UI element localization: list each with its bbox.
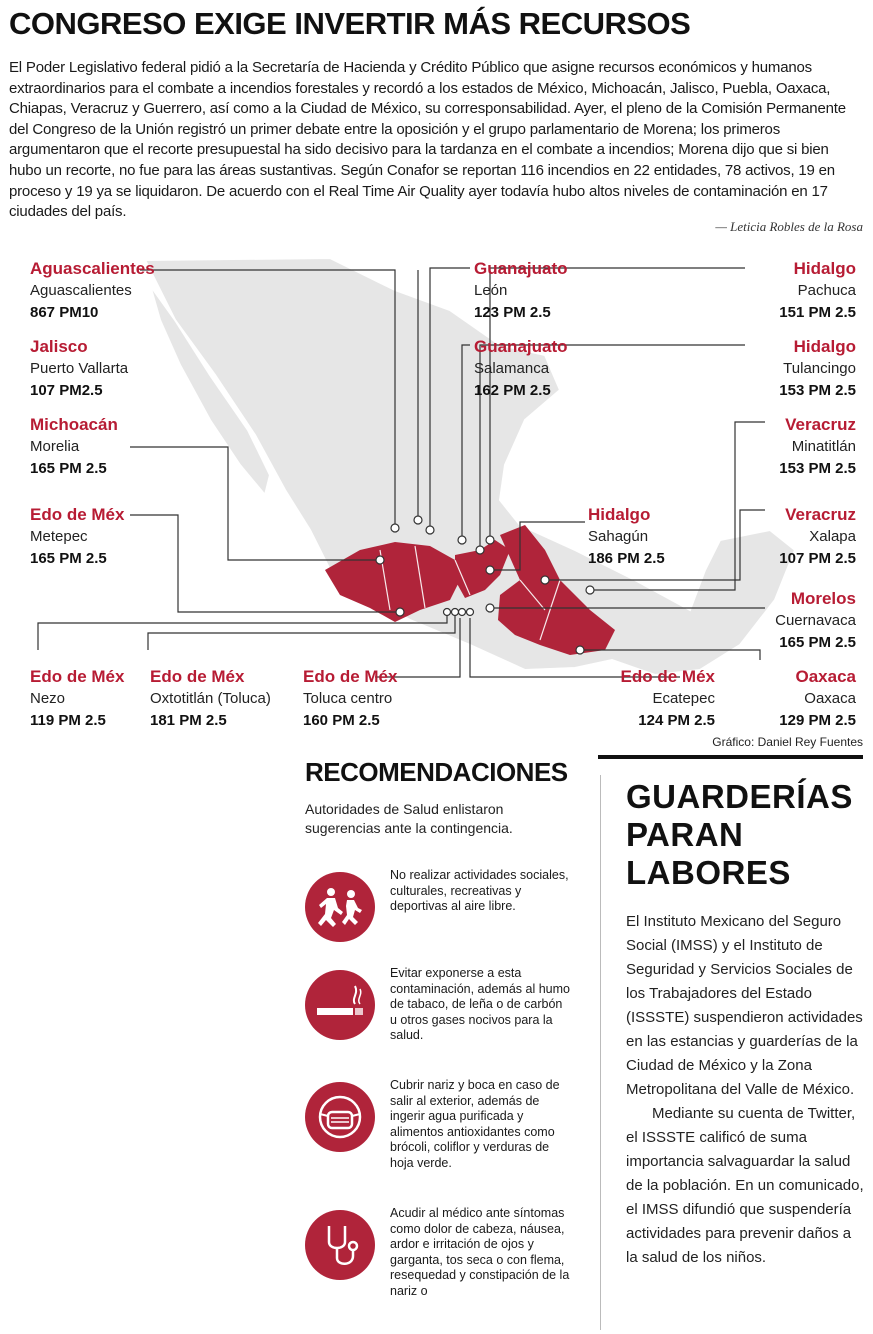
label-value: 160 PM 2.5 <box>303 712 380 729</box>
recommendation-text: Evitar exponerse a esta contaminación, además al humo de tabaco, de leña o de carbón u otros gases nocivos para la salud. <box>390 966 570 1042</box>
label-aguascalientes <box>30 258 155 324</box>
label-city: Metepec <box>30 528 88 545</box>
sidebar-paragraph: El Instituto Mexicano del Seguro Social (IMSS) y el Instituto de Seguridad y Servicios Sociales de los Trabajadores del Estado (ISSSTE) suspendieron actividades en las estancias y guarderías de la Ciudad de México y la Zona Metropolitana del Valle de México. <box>626 913 863 1098</box>
label-value: 107 PM 2.5 <box>779 550 856 567</box>
recommendation-item <box>305 1078 575 1202</box>
label-state: Morelos <box>790 589 856 608</box>
label-state: Oaxaca <box>795 667 856 686</box>
recommendation-item <box>305 966 575 1090</box>
recommendation-text: Acudir al médico ante síntomas como dolor de cabeza, náusea, ardor e irritación de ojos y garganta, tos seca o con flema, resequedad y constipación de la nariz o <box>390 1206 570 1298</box>
label-city: Morelia <box>30 438 80 455</box>
label-city: Aguascalientes <box>30 282 132 299</box>
label-ecatepec <box>621 666 715 732</box>
graphic-credit: Gráfico: Daniel Rey Fuentes <box>712 735 863 749</box>
label-state: Edo de Méx <box>150 667 245 686</box>
label-value: 165 PM 2.5 <box>779 634 856 651</box>
label-tulancingo <box>779 336 856 402</box>
label-state: Aguascalientes <box>30 259 155 278</box>
recommendation-text: Cubrir nariz y boca en caso de salir al exterior, además de ingerir agua purificada y alimentos antioxidantes como brócoli, coliflor y verduras de hoja verde. <box>390 1078 560 1170</box>
label-city: Tulancingo <box>783 360 856 377</box>
label-oaxaca <box>779 666 856 732</box>
column-rule <box>600 775 601 1330</box>
label-value: 153 PM 2.5 <box>779 382 856 399</box>
label-state: Edo de Méx <box>30 667 125 686</box>
pollution-map <box>0 250 873 750</box>
label-jalisco <box>30 336 128 402</box>
label-state: Edo de Méx <box>30 505 125 524</box>
label-value: 151 PM 2.5 <box>779 304 856 321</box>
section-divider <box>598 755 863 759</box>
sidebar-title: GUARDERÍAS PARAN LABORES <box>626 778 853 891</box>
label-state: Guanajuato <box>474 259 568 278</box>
label-value: 186 PM 2.5 <box>588 550 665 567</box>
label-state: Guanajuato <box>474 337 568 356</box>
label-value: 107 PM2.5 <box>30 382 103 399</box>
sidebar-body <box>626 910 866 1270</box>
label-state: Hidalgo <box>588 505 651 524</box>
label-state: Veracruz <box>785 415 856 434</box>
running-people-icon <box>305 872 375 942</box>
label-city: Puerto Vallarta <box>30 360 129 377</box>
label-state: Veracruz <box>785 505 856 524</box>
label-state: Hidalgo <box>793 337 856 356</box>
label-state: Jalisco <box>30 337 88 356</box>
recommendation-text: No realizar actividades sociales, culturales, recreativas y deportivas al aire libre. <box>390 868 569 913</box>
label-value: 123 PM 2.5 <box>474 304 551 321</box>
stethoscope-icon <box>305 1210 375 1280</box>
label-city: Xalapa <box>809 528 856 545</box>
face-mask-icon <box>305 1082 375 1152</box>
label-value: 129 PM 2.5 <box>779 712 856 729</box>
label-city: Salamanca <box>474 360 550 377</box>
label-city: Oaxaca <box>804 690 856 707</box>
label-pachuca <box>779 258 856 324</box>
label-city: Pachuca <box>797 282 856 299</box>
label-value: 162 PM 2.5 <box>474 382 551 399</box>
label-city: Minatitlán <box>791 438 856 455</box>
recommendation-item <box>305 1206 575 1330</box>
label-city: León <box>474 282 508 299</box>
label-city: Sahagún <box>588 528 649 545</box>
label-state: Edo de Méx <box>620 667 715 686</box>
label-minatitlan <box>779 414 856 480</box>
label-value: 119 PM 2.5 <box>30 712 106 729</box>
label-state: Michoacán <box>30 415 118 434</box>
label-state: Edo de Méx <box>303 667 398 686</box>
label-value: 867 PM10 <box>30 304 99 321</box>
label-toluca <box>303 666 397 732</box>
label-city: Cuernavaca <box>775 612 856 629</box>
label-metepec <box>30 504 124 570</box>
label-city: Nezo <box>30 690 66 707</box>
label-city: Toluca centro <box>303 690 393 707</box>
label-oxtotitlan <box>150 666 271 732</box>
mexico-map <box>0 250 873 750</box>
byline: — Leticia Robles de la Rosa <box>715 219 863 234</box>
headline: CONGRESO EXIGE INVERTIR MÁS RECURSOS <box>9 6 691 41</box>
label-city: Ecatepec <box>652 690 715 707</box>
label-cuernavaca <box>775 588 856 654</box>
label-value: 165 PM 2.5 <box>30 550 107 567</box>
label-value: 124 PM 2.5 <box>638 712 715 729</box>
lead-paragraph: El Poder Legislativo federal pidió a la Secretaría de Hacienda y Crédito Público que asigne recursos económicos y humanos extraordinarios para el combate a incendios forestales y recordó a los estados de México, Michoacán, Jalisco, Puebla, Oaxaca, Chiapas, Veracruz y Guerrero, así como a la Ciudad de México, su corresponsabilidad. Ayer, el pleno de la Comisión Permanente del Congreso de la Unión registró un primer debate entre la oposición y el grupo parlamentario de Morena; los primeros argumentaron que el recorte presupuestal ha sido decisivo para la tardanza en el combate a incendios; Morena dijo que si bien hubo un recorte, no fue para las áreas sustantivas. Según Conafor se reportan 116 incendios en 22 entidades, 78 activos, 19 en proceso y 19 ya se liquidaron. De acuerdo con el Real Time Air Quality ayer todavía hubo altos niveles de contaminación en 17 ciudades del país. <box>9 59 846 221</box>
label-city: Oxtotitlán (Toluca) <box>150 690 271 707</box>
label-xalapa <box>779 504 856 570</box>
label-michoacan <box>30 414 118 480</box>
label-value: 181 PM 2.5 <box>150 712 227 729</box>
label-state: Hidalgo <box>793 259 856 278</box>
label-sahagun <box>588 504 665 570</box>
recommendations-intro: Autoridades de Salud enlistaron sugerencias ante la contingencia. <box>305 801 513 836</box>
recommendations-title: RECOMENDACIONES <box>305 757 568 787</box>
label-value: 165 PM 2.5 <box>30 460 107 477</box>
sidebar-paragraph: Mediante su cuenta de Twitter, el ISSSTE calificó de suma importancia salvaguardar la salud de la población. En un comunicado, el IMSS difundió que suspendería actividades para prevenir daños a la salud de los niños. <box>626 1105 864 1266</box>
label-leon <box>474 258 568 324</box>
cigarette-icon <box>305 970 375 1040</box>
label-salamanca <box>474 336 568 402</box>
label-nezo <box>30 666 124 732</box>
label-value: 153 PM 2.5 <box>779 460 856 477</box>
